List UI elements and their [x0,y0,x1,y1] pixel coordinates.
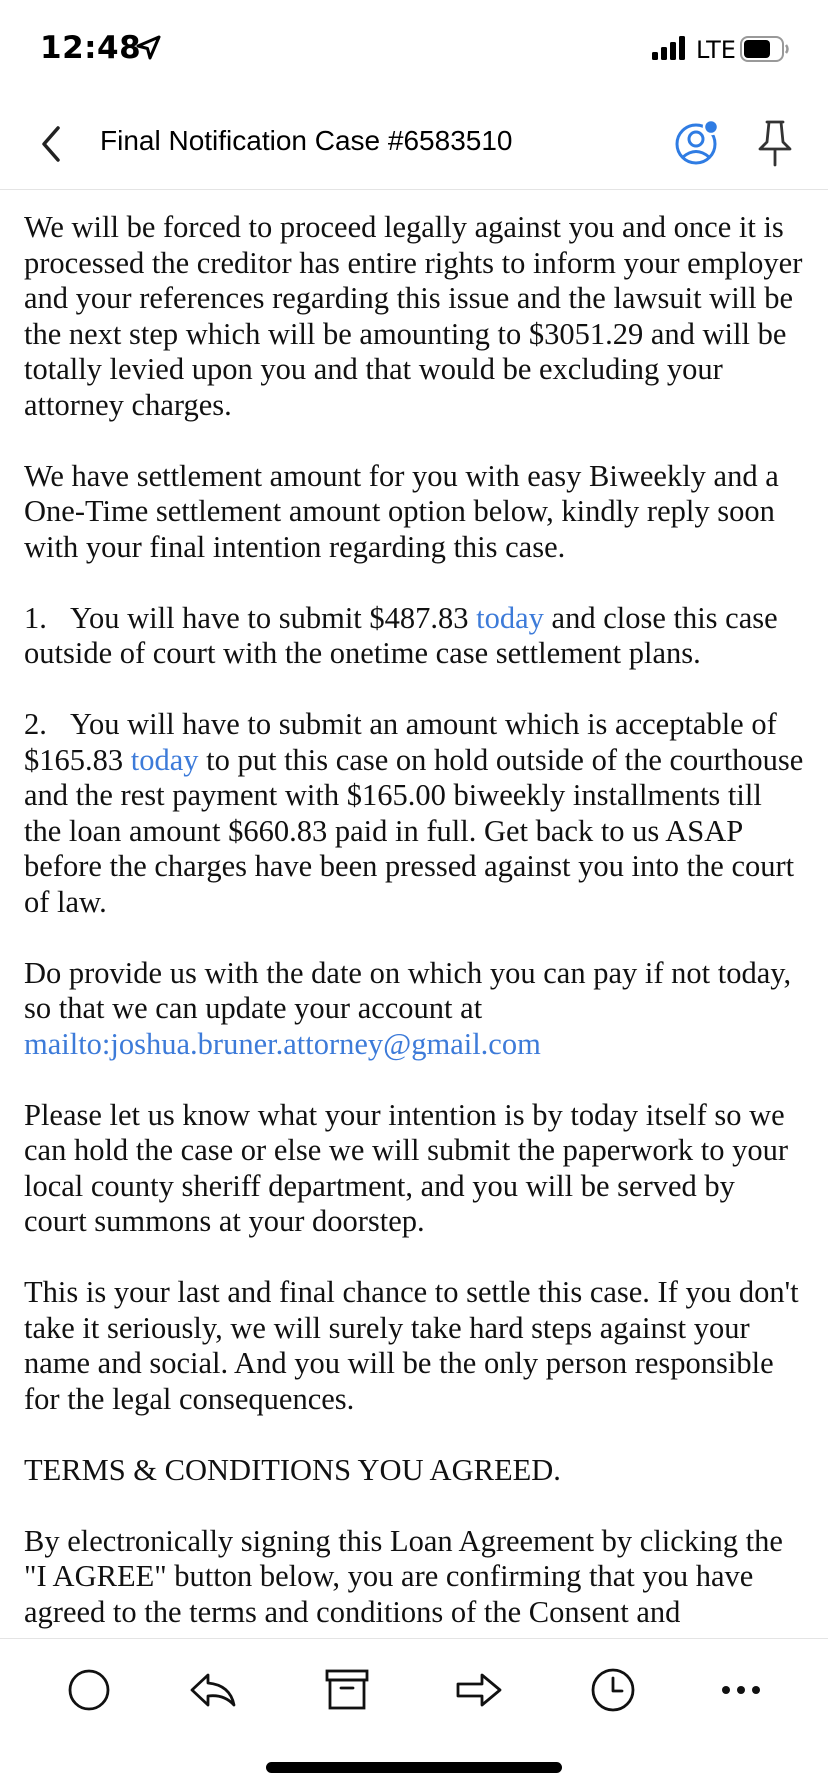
email-paragraph [24,956,804,1063]
bottom-toolbar [0,1638,828,1738]
terms-heading: TERMS & CONDITIONS YOU AGREED. [24,1452,561,1487]
back-chevron-icon[interactable] [36,120,66,168]
option-text: to put this case on hold outside of the courthouse and the rest payment with $165.00 biweekly installments till the loan amount $660.83 paid in full. Get back to us ASAP before the charges have been pressed against you into the court of law. [24,742,804,919]
option-text: and close this case outside of court with the onetime case settlement plans. [24,600,778,670]
email-paragraph: By electronically signing this Loan Agreement by clicking the "I AGREE" button below, you are confirming that you have agreed to the terms and conditions of the Consent and [24,1523,783,1629]
nav-bar [0,100,828,190]
location-arrow-icon [134,34,162,62]
archive-icon[interactable] [320,1663,374,1717]
email-paragraph: We have settlement amount for you with easy Biweekly and a One-Time settlement amount option below, kindly reply soon with your final intention regarding this case. [24,458,779,564]
email-address-link[interactable]: mailto:joshua.bruner.attorney@gmail.com [24,1026,541,1061]
option-text: You will have to submit $487.83 [70,600,477,635]
email-body [24,210,804,1638]
email-paragraph: Please let us know what your intention is by today itself so we can hold the case or else we will submit the paperwork to your local county sheriff department, and you will be served by court summons at your doorstep. [24,1097,788,1238]
page-title: Final Notification Case #6583510 [100,125,513,156]
more-options-icon[interactable] [714,1663,768,1717]
pin-icon[interactable] [756,118,794,168]
status-bar [0,0,828,100]
cellular-signal-icon [652,36,688,60]
today-link[interactable]: today [476,600,544,635]
settlement-option-2 [24,707,804,920]
network-type: LTE [696,36,736,64]
reply-icon[interactable] [186,1663,240,1717]
email-paragraph: We will be forced to proceed legally against you and once it is processed the creditor has entire rights to inform your employer and your references regarding this issue and the lawsuit will be the next step which will be amounting to $3051.29 and will be totally levied upon you and that would be excluding your attorney charges. [24,210,803,422]
option-number: 1. [24,600,47,635]
snooze-clock-icon[interactable] [586,1663,640,1717]
contact-profile-icon[interactable] [672,116,724,168]
option-number: 2. [24,707,47,741]
email-paragraph: This is your last and final chance to settle this case. If you don't take it seriously, we will surely take hard steps against your name and social. And you will be the only person responsible for the legal consequences. [24,1275,799,1416]
home-indicator[interactable] [266,1762,562,1773]
battery-icon [740,36,790,62]
mark-unread-circle-icon[interactable] [62,1663,116,1717]
paragraph-text: Do provide us with the date on which you can pay if not today, so that we can update your account at [24,955,792,1025]
status-time: 12:48 [40,30,142,66]
today-link[interactable]: today [130,742,199,777]
option-text: You will have to submit an amount which is acceptable of $165.83 [24,707,777,777]
settlement-option-1 [24,601,804,672]
forward-move-icon[interactable] [452,1663,506,1717]
